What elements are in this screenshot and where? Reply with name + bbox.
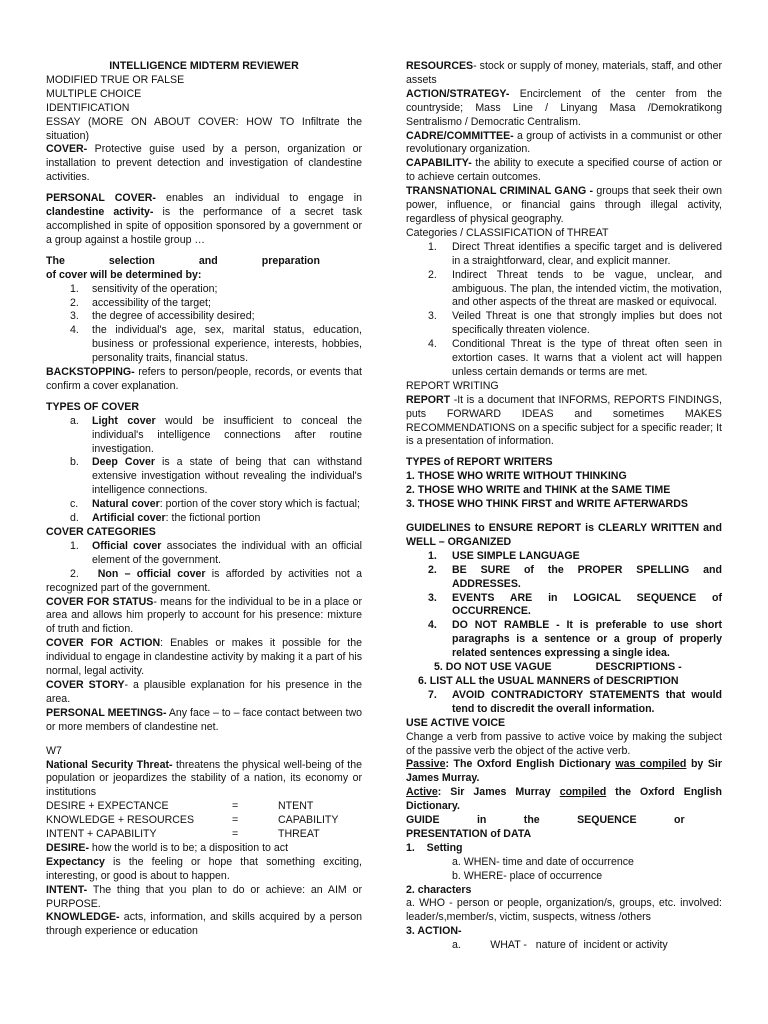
backstopping-definition: BACKSTOPPING- refers to person/people, records, or events that confirm a cover explanation.	[46, 366, 362, 392]
cover-definition: COVER- Protective guise used by a person, organization or installation to prevent detection and investigation of clandestine activities.	[46, 143, 362, 184]
personal-cover-definition: PERSONAL COVER- enables an individual to engage in clandestine activity- is the performance of a secret task accomplished in spite of opposition sponsored by a government or a group against a hostile group …	[46, 192, 362, 246]
right-column	[406, 60, 722, 953]
list-item: 2. Indirect Threat tends to be vague, unclear, and ambiguous. The plan, the intended victim, the motivation, and other aspects of the threat are masked or equivocal.	[428, 268, 722, 309]
selection-heading: The selection and preparation	[46, 254, 320, 267]
exam-part: IDENTIFICATION	[46, 101, 130, 114]
list-item: 6. LIST ALL the USUAL MANNERS of DESCRIPTION	[418, 674, 679, 687]
sequence-heading-line2: PRESENTATION of DATA	[406, 827, 532, 840]
cadre-committee-definition: CADRE/COMMITTEE- a group of activists in a communist or other revolutionary organization.	[406, 129, 722, 156]
list-item: 2. THOSE WHO WRITE and THINK at the SAME TIME	[406, 484, 671, 497]
desire-definition: DESIRE- how the world is to be; a disposition to act	[46, 841, 289, 854]
list-item: a. WHEN- time and date of occurrence	[452, 855, 634, 868]
knowledge-definition: KNOWLEDGE- acts, information, and skills acquired by a person through experience or education	[46, 911, 362, 938]
exam-part: MULTIPLE CHOICE	[46, 87, 142, 100]
guidelines-heading: GUIDELINES to ENSURE REPORT is CLEARLY WRITTEN and WELL – ORGANIZED	[406, 522, 722, 548]
list-item: 1. Setting	[406, 841, 463, 854]
list-item: 3. EVENTS ARE in LOGICAL SEQUENCE of OCCURRENCE.	[428, 591, 722, 618]
list-item: 3. Veiled Threat is one that strongly implies but does not specifically threaten violence.	[428, 310, 722, 337]
characters-definition: a. WHO - person or people, organization/s, groups, etc. involved: leader/s,member/s, victim, suspects, witness /others	[406, 897, 722, 924]
list-item: b. Deep Cover is a state of being that can withstand extensive investigation without revealing the individual's intelligence connections.	[70, 456, 362, 497]
document-title: INTELLIGENCE MIDTERM REVIEWER	[109, 60, 299, 72]
transnational-criminal-gang-definition: TRANSNATIONAL CRIMINAL GANG - groups that seek their own power, influence, or financial gains through illegal activity, regardless of physical geography.	[406, 185, 722, 225]
cover-story-definition: COVER STORY- a plausible explanation for his presence in the area.	[46, 678, 362, 705]
list-item: 2. characters	[406, 883, 472, 896]
list-item: 7. AVOID CONTRADICTORY STATEMENTS that would tend to discredit the overall information.	[428, 688, 722, 715]
cover-for-status-definition: COVER FOR STATUS- means for the individual to be in a place or area and allows him properly to account for his presence: mixture of truth and fiction.	[46, 595, 362, 636]
list-item: 4. DO NOT RAMBLE - It is preferable to use short paragraphs is a sentence or a group of properly related sentences expressing a single idea.	[428, 619, 722, 660]
action-strategy-definition: ACTION/STRATEGY- Encirclement of the center from the countryside; Mass Line / Linyang Masa /Demokratikong Sentralismo / Democratic Centralism.	[406, 87, 722, 128]
list-item: 1. Official cover associates the individual with an official element of the government.	[70, 539, 362, 566]
report-writing-heading: REPORT WRITING	[406, 379, 499, 392]
sequence-heading: GUIDE in the SEQUENCE or	[406, 814, 685, 827]
report-definition: REPORT -It is a document that INFORMS, REPORTS FINDINGS, puts FORWARD IDEAS and sometimes MAKES RECOMMENDATIONS on a specific subject for a specific reader; It is a presentation of information.	[406, 393, 722, 448]
list-item: 1. USE SIMPLE LANGUAGE	[428, 549, 580, 562]
exam-part: MODIFIED TRUE OR FALSE	[46, 73, 185, 86]
threat-classification-heading: Categories / CLASSIFICATION of THREAT	[406, 226, 609, 239]
list-item: a. Light cover would be insufficient to conceal the individual's intelligence connections after routine investigation.	[70, 414, 362, 455]
list-item: 5. DO NOT USE VAGUE DESCRIPTIONS -	[434, 661, 682, 674]
list-item: a. WHAT - nature of incident or activity	[452, 939, 668, 952]
report-writers-heading: TYPES of REPORT WRITERS	[406, 456, 553, 469]
resources-definition: RESOURCES- stock or supply of money, materials, staff, and other assets	[406, 60, 722, 86]
active-voice-definition: Change a verb from passive to active voice by making the subject of the passive verb the object of the active verb.	[406, 730, 722, 757]
equation-row: DESIRE + EXPECTANCE = NTENT	[46, 800, 314, 813]
list-item: 1. THOSE WHO WRITE WITHOUT THINKING	[406, 470, 627, 483]
cover-for-action-definition: COVER FOR ACTION: Enables or makes it possible for the individual to engage in clandestine activity by making it a part of his normal, legal activity.	[46, 637, 362, 678]
list-item: 3. the degree of accessibility desired;	[70, 310, 255, 323]
list-item: 2. BE SURE of the PROPER SPELLING and ADDRESSES.	[428, 563, 722, 590]
week-label: W7	[46, 744, 62, 757]
active-voice-heading: USE ACTIVE VOICE	[406, 716, 506, 729]
selection-heading-line2: of cover will be determined by:	[46, 268, 202, 281]
expectancy-definition: Expectancy is the feeling or hope that something exciting, interesting, or good is about to happen.	[46, 855, 362, 882]
list-item: c. Natural cover: portion of the cover story which is factual;	[70, 498, 360, 511]
active-example: Active: Sir James Murray compiled the Oxford English Dictionary.	[406, 786, 723, 813]
equation-row: KNOWLEDGE + RESOURCES = CAPABILITY	[46, 814, 339, 827]
personal-meetings-definition: PERSONAL MEETINGS- Any face – to – face contact between two or more members of clandestine net.	[46, 706, 362, 733]
list-item: 2. Non – official cover is afforded by activities not a recognized part of the government.	[46, 567, 362, 594]
intent-definition: INTENT- The thing that you plan to do or achieve: an AIM or PURPOSE.	[46, 883, 362, 910]
left-column	[46, 60, 362, 939]
list-item: b. WHERE- place of occurrence	[452, 869, 603, 882]
capability-definition: CAPABILITY- the ability to execute a specified course of action or to achieve certain outcomes.	[406, 157, 722, 184]
list-item: 3. THOSE WHO THINK FIRST and WRITE AFTERWARDS	[406, 498, 688, 511]
list-item: 2. accessibility of the target;	[70, 296, 211, 309]
list-item: 1. Direct Threat identifies a specific target and is delivered in a straightforward, clear, and explicit manner.	[428, 240, 722, 267]
list-item: 4. Conditional Threat is the type of threat often seen in extortion cases. It warns that a violent act will happen unless certain demands or terms are met.	[428, 338, 722, 378]
exam-part: ESSAY (MORE ON ABOUT COVER: HOW TO Infiltrate the situation)	[46, 115, 362, 142]
list-item: 3. ACTION-	[406, 925, 462, 938]
list-item: 4. the individual's age, sex, marital status, education, business or professional experience, interests, hobbies, personality traits, financial status.	[70, 324, 362, 365]
national-security-threat-definition: National Security Threat- threatens the physical well-being of the population or jeopardizes the stability of a nation, its economy or institutions	[46, 758, 363, 799]
cover-categories-heading: COVER CATEGORIES	[46, 526, 156, 538]
list-item: d. Artificial cover: the fictional portion	[70, 512, 261, 525]
list-item: 1. sensitivity of the operation;	[70, 282, 218, 295]
equation-row: INTENT + CAPABILITY = THREAT	[46, 828, 320, 841]
types-of-cover-heading: TYPES OF COVER	[46, 400, 140, 413]
passive-example: Passive: The Oxford English Dictionary was compiled by Sir James Murray.	[406, 758, 722, 785]
